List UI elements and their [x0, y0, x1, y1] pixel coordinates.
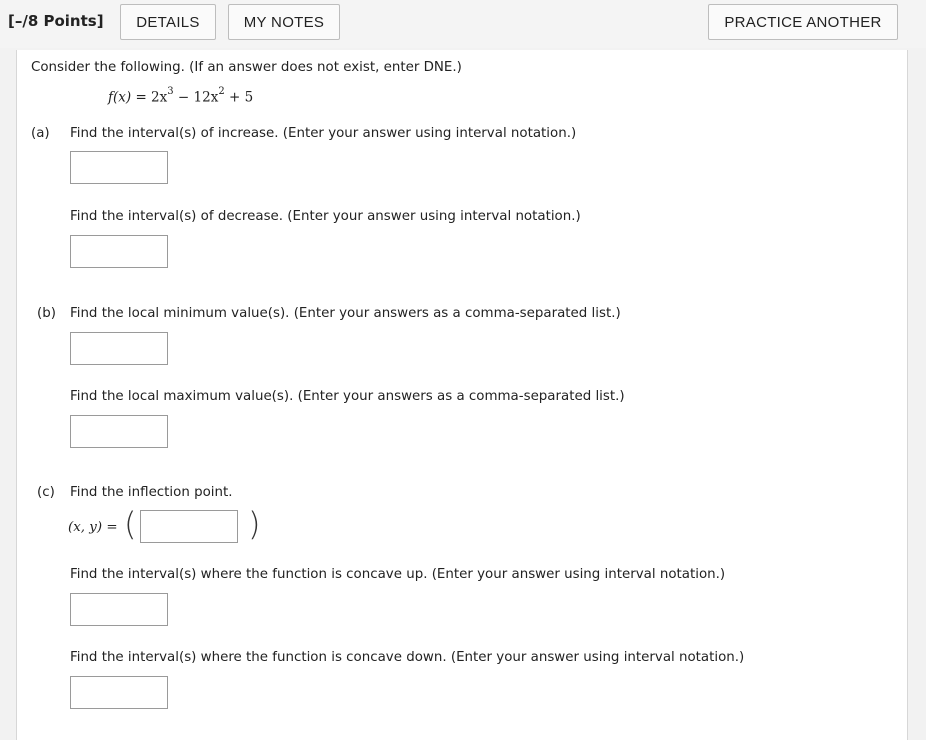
part-c-concave-up-prompt: Find the interval(s) where the function is concave up. (Enter your answer using interval notation.) [70, 567, 726, 582]
concave-up-input[interactable] [70, 593, 168, 626]
practice-another-button[interactable]: PRACTICE ANOTHER [708, 4, 898, 40]
function-definition [108, 88, 253, 106]
right-paren: ) [248, 505, 261, 543]
function-part-2: − 12x [173, 89, 219, 106]
decrease-interval-input[interactable] [70, 235, 168, 268]
local-maximum-input[interactable] [70, 415, 168, 448]
part-c-label: (c) [37, 485, 55, 500]
inflection-point-input[interactable] [140, 510, 238, 543]
part-c-inflection-prompt: Find the inflection point. [70, 485, 233, 500]
function-lhs: f(x) [108, 89, 132, 106]
part-a-label: (a) [31, 126, 50, 141]
part-b-min-prompt: Find the local minimum value(s). (Enter your answers as a comma-separated list.) [70, 306, 621, 321]
function-exponent-2: 2 [218, 86, 225, 97]
increase-interval-input[interactable] [70, 151, 168, 184]
function-exponent-1: 3 [167, 86, 174, 97]
local-minimum-input[interactable] [70, 332, 168, 365]
part-a-decrease-prompt: Find the interval(s) of decrease. (Enter your answer using interval notation.) [70, 209, 581, 224]
points-label: [–/8 Points] [8, 12, 104, 30]
question-intro: Consider the following. (If an answer does not exist, enter DNE.) [31, 60, 462, 75]
function-part-1: = 2x [131, 89, 168, 106]
part-c-concave-down-prompt: Find the interval(s) where the function is concave down. (Enter your answer using interval notation.) [70, 650, 745, 665]
concave-down-input[interactable] [70, 676, 168, 709]
part-b-max-prompt: Find the local maximum value(s). (Enter your answers as a comma-separated list.) [70, 389, 625, 404]
question-header [0, 0, 926, 48]
left-paren: ( [124, 505, 137, 543]
my-notes-button[interactable]: MY NOTES [228, 4, 340, 40]
part-a-increase-prompt: Find the interval(s) of increase. (Enter your answer using interval notation.) [70, 126, 577, 141]
details-button[interactable]: DETAILS [120, 4, 216, 40]
part-b-label: (b) [37, 306, 56, 321]
function-part-3: + 5 [224, 89, 254, 106]
xy-label: (x, y) = [68, 520, 118, 535]
